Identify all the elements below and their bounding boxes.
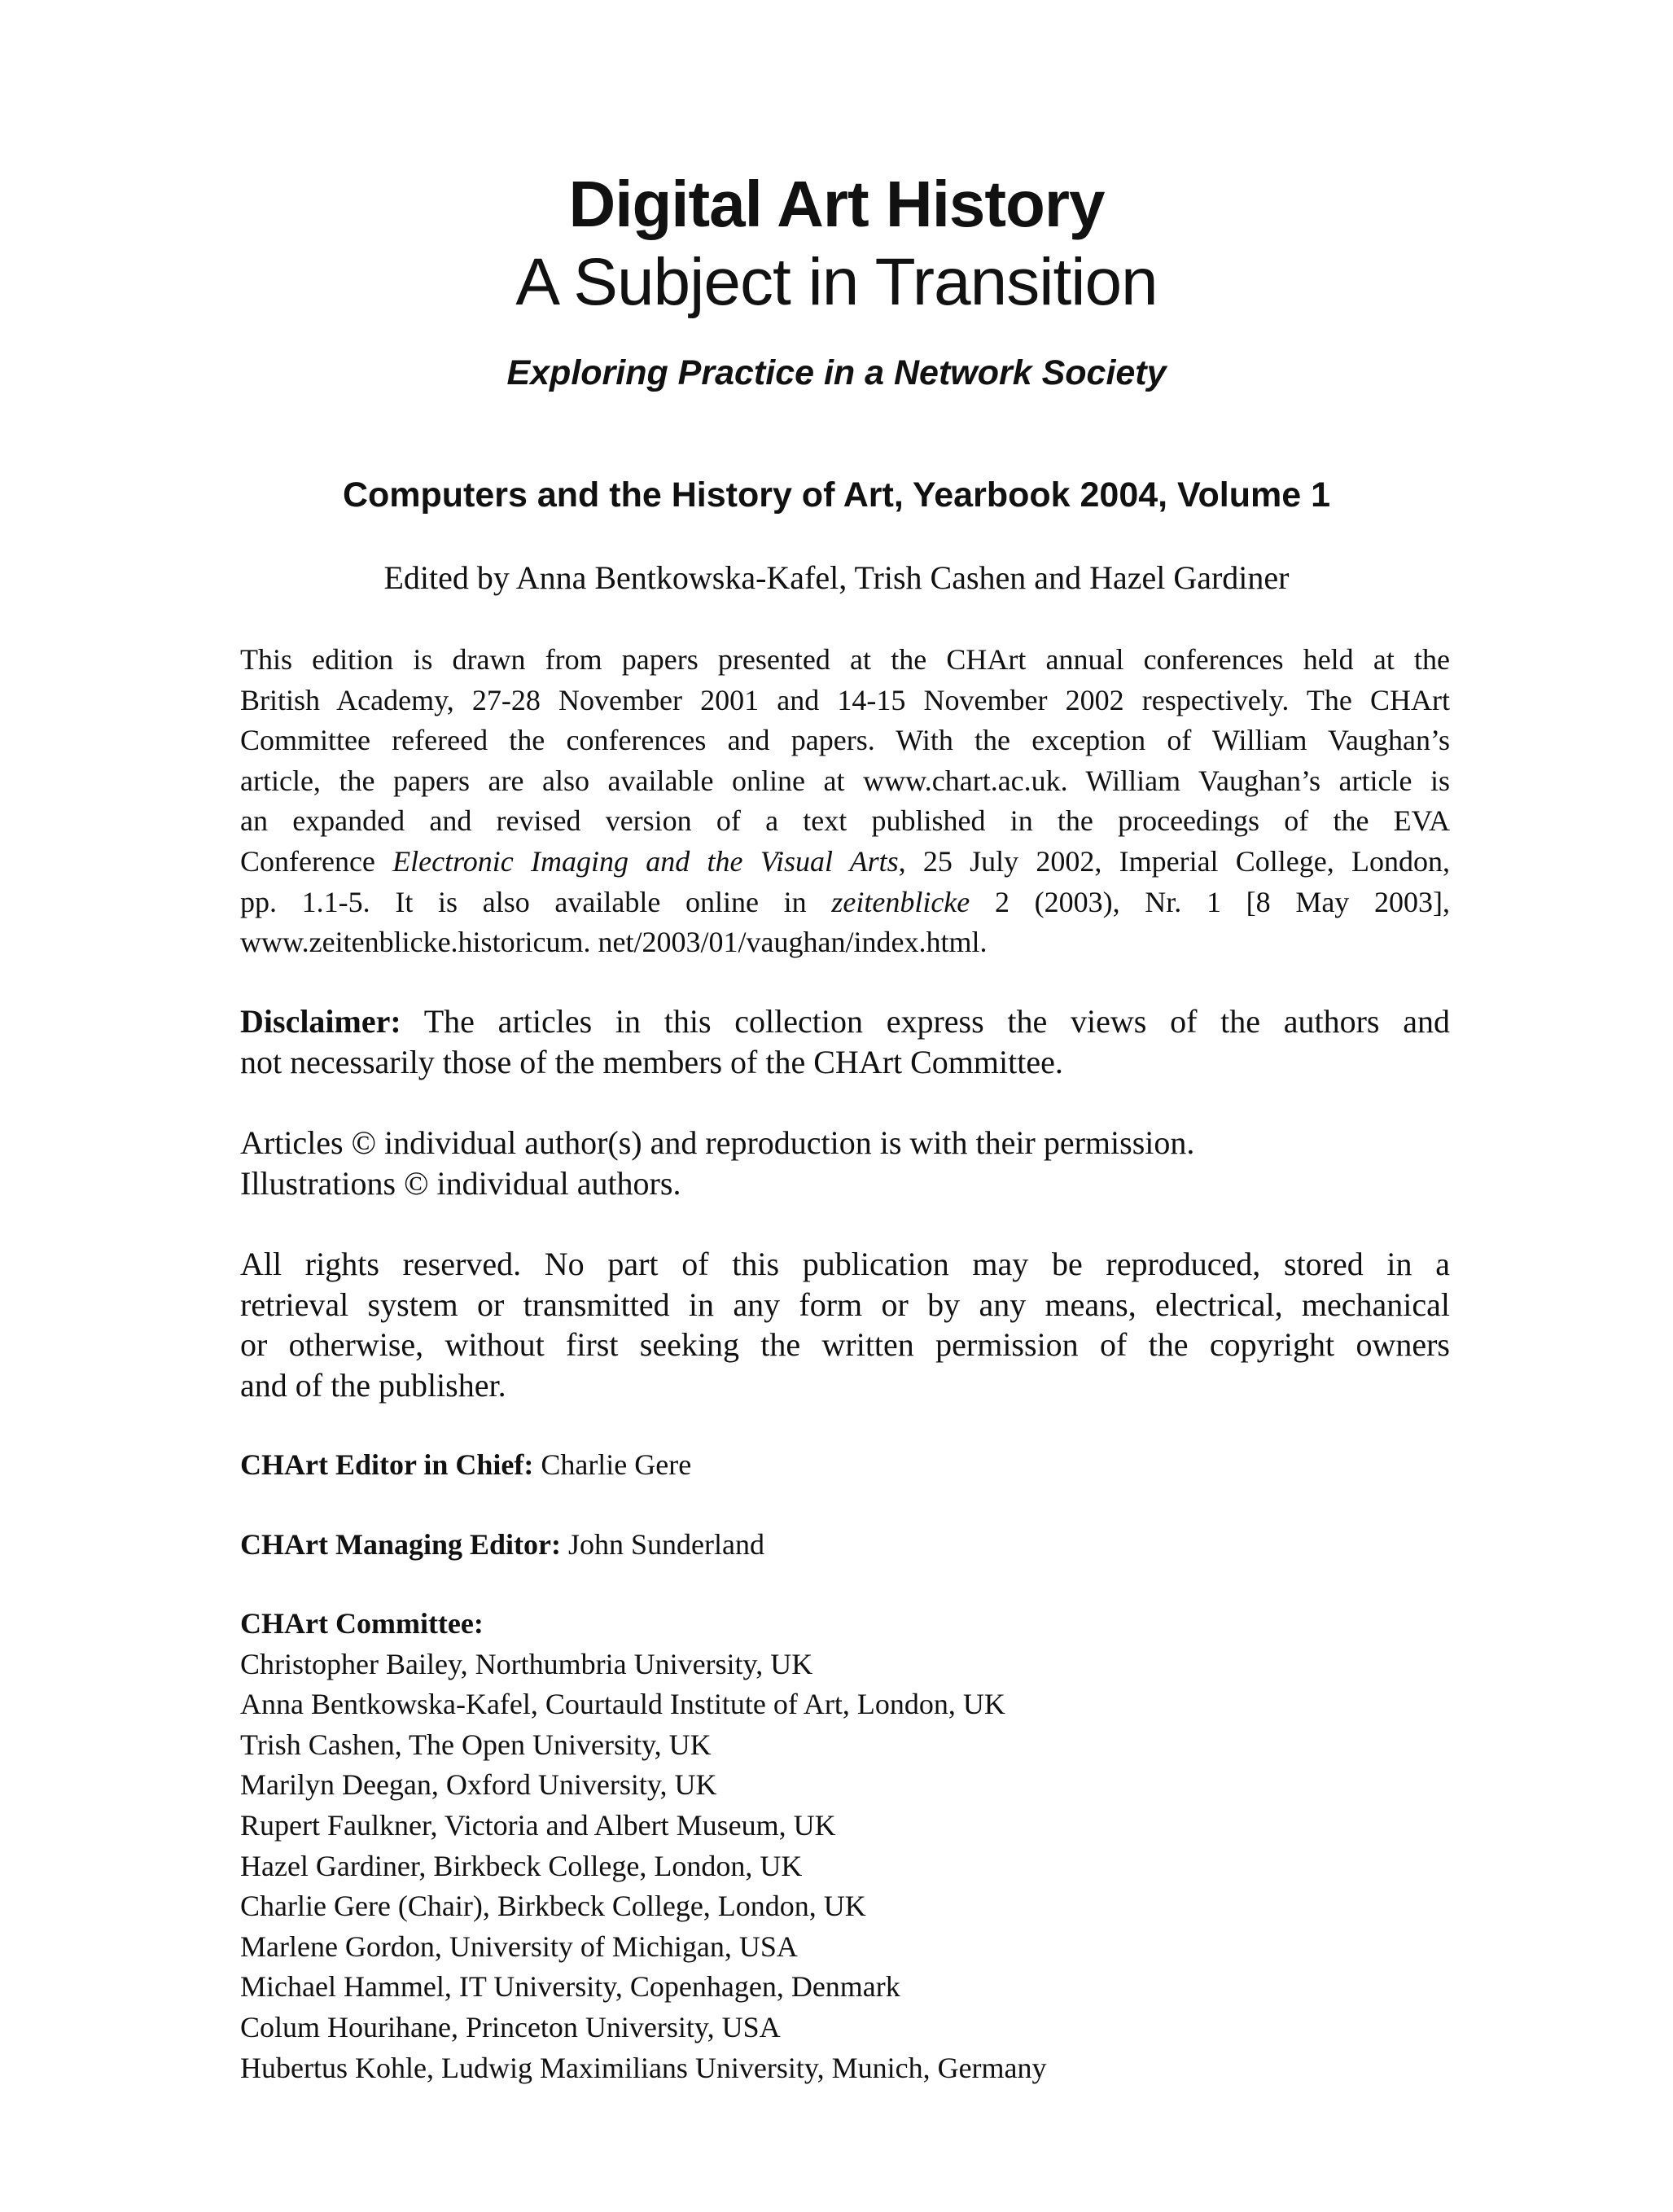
text: not necessarily those of the members of the CHArt Committee. xyxy=(240,1043,1063,1080)
conference-title: Electronic Imaging and the Visual Arts xyxy=(392,844,899,878)
text: 2 (2003), Nr. 1 [8 May 2003], xyxy=(970,885,1450,918)
intro-line: Committee refereed the conferences and papers. With the exception of William Vaughan’s xyxy=(240,724,1450,757)
committee-member: Hubertus Kohle, Ludwig Maximilians University, Munich, Germany xyxy=(240,2051,1047,2084)
text: or otherwise, without first seeking the written permission of the copyright owners xyxy=(240,1326,1450,1364)
disclaimer xyxy=(240,1001,1450,1082)
committee-member: Christopher Bailey, Northumbria University, UK xyxy=(240,1647,813,1680)
committee-member: Hazel Gardiner, Birkbeck College, London, UK xyxy=(240,1849,803,1882)
book-tagline: Exploring Practice in a Network Society xyxy=(506,353,1167,392)
intro-line: article, the papers are also available online at www.chart.ac.uk. William Vaughan’s article is xyxy=(240,764,1450,797)
intro-line: This edition is drawn from papers presented at the CHArt annual conferences held at the xyxy=(240,643,1450,676)
committee-member: Anna Bentkowska-Kafel, Courtauld Institute of Art, London, UK xyxy=(240,1688,1005,1721)
intro-line: British Academy, 27-28 November 2001 and 14-15 November 2002 respectively. The CHArt xyxy=(240,683,1450,716)
series-title: Computers and the History of Art, Yearbook 2004, Volume 1 xyxy=(342,475,1331,515)
label: CHArt Managing Editor: xyxy=(240,1528,561,1561)
text: All rights reserved. No part of this publication may be reproduced, stored in a xyxy=(240,1246,1450,1282)
text: The articles in this collection express the views of the authors and xyxy=(401,1003,1450,1040)
committee-member: Rupert Faulkner, Victoria and Albert Museum, UK xyxy=(240,1808,836,1842)
text: Illustrations © individual authors. xyxy=(240,1164,681,1202)
committee-member: Charlie Gere (Chair), Birkbeck College, London, UK xyxy=(240,1890,866,1923)
committee-member: Marlene Gordon, University of Michigan, USA xyxy=(240,1929,798,1963)
text: , 25 July 2002, Imperial College, London, xyxy=(898,844,1451,878)
text: pp. 1.1-5. It is also available online in xyxy=(240,885,832,918)
committee-member: Michael Hammel, IT University, Copenhagen, Denmark xyxy=(240,1970,900,2004)
committee xyxy=(240,1604,1450,2088)
intro-line xyxy=(240,842,1450,883)
committee-member: Trish Cashen, The Open University, UK xyxy=(240,1728,712,1761)
value: John Sunderland xyxy=(560,1528,764,1561)
committee-label: CHArt Committee: xyxy=(240,1607,484,1640)
text: and of the publisher. xyxy=(240,1366,506,1404)
intro-line: www.zeitenblicke.historicum. net/2003/01/vaughan/index.html. xyxy=(240,926,988,959)
disclaimer-label: Disclaimer: xyxy=(240,1003,401,1040)
book-subtitle: A Subject in Transition xyxy=(515,245,1158,319)
editor-in-chief xyxy=(240,1445,1450,1486)
committee-member: Colum Hourihane, Princeton University, USA xyxy=(240,2010,781,2043)
editors-line: Edited by Anna Bentkowska-Kafel, Trish Cashen and Hazel Gardiner xyxy=(383,559,1290,596)
rights-notice xyxy=(240,1244,1450,1405)
text: retrieval system or transmitted in any form or by any means, electrical, mechanical xyxy=(240,1286,1450,1323)
label: CHArt Editor in Chief: xyxy=(240,1448,534,1481)
managing-editor xyxy=(240,1525,1450,1566)
text: Conference xyxy=(240,844,393,878)
text: Articles © individual author(s) and reproduction is with their permission. xyxy=(240,1124,1195,1161)
intro-line xyxy=(240,883,1450,923)
copyright-notice xyxy=(240,1123,1450,1203)
committee-member: Marilyn Deegan, Oxford University, UK xyxy=(240,1768,717,1802)
value: Charlie Gere xyxy=(533,1448,692,1481)
intro-line: an expanded and revised version of a text published in the proceedings of the EVA xyxy=(240,804,1450,838)
book-title: Digital Art History xyxy=(568,168,1105,240)
journal-title: zeitenblicke xyxy=(831,885,970,918)
intro-paragraph xyxy=(240,640,1450,963)
